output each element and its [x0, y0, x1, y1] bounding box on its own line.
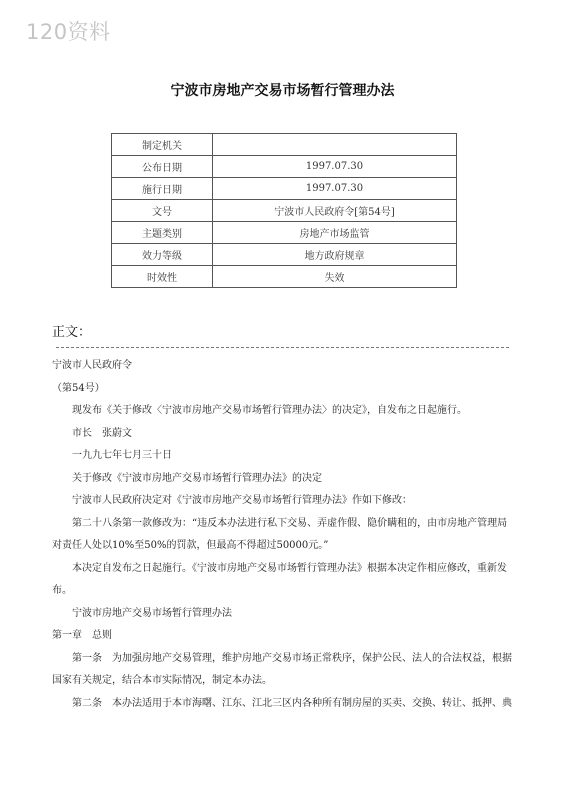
paragraph: 宁波市人民政府令 — [52, 360, 132, 371]
paragraph: 市长 张蔚文 — [72, 427, 132, 439]
meta-value: 房地产市场监管 — [213, 222, 457, 244]
table-row — [112, 134, 457, 156]
dashed-divider — [56, 347, 509, 348]
metadata-table — [111, 133, 457, 288]
meta-value: 宁波市人民政府令[第54号] — [213, 200, 457, 222]
watermark: 120资料 — [26, 20, 111, 44]
paragraph: 宁波市房地产交易市场暂行管理办法 — [72, 607, 232, 619]
paragraph: 现发布《关于修改〈宁波市房地产交易市场暂行管理办法〉的决定》，自发布之日起施行。 — [72, 405, 467, 416]
meta-label: 制定机关 — [112, 134, 213, 156]
paragraph: 本决定自发布之日起施行。《宁波市房地产交易市场暂行管理办法》根据本决定作相应修改，重新发布。 — [52, 562, 507, 596]
document-body — [52, 355, 514, 715]
meta-label: 效力等级 — [112, 244, 213, 266]
paragraph: 关于修改《宁波市房地产交易市场暂行管理办法》的决定 — [72, 472, 322, 484]
meta-value — [213, 134, 457, 156]
table-row — [112, 178, 457, 200]
paragraph: 第一条 为加强房地产交易管理，维护房地产交易市场正常秩序，保护公民、法人的合法权益，根据国家有关规定，结合本市实际情况，制定本办法。 — [52, 652, 512, 686]
document-title: 宁波市房地产交易市场暂行管理办法 — [170, 83, 395, 99]
table-row — [112, 266, 457, 288]
meta-label: 时效性 — [112, 266, 213, 288]
meta-label: 施行日期 — [112, 178, 213, 200]
section-heading: 正文： — [52, 325, 92, 340]
meta-label: 主题类别 — [112, 222, 213, 244]
table-row — [112, 156, 457, 178]
meta-value: 1997.07.30 — [213, 156, 457, 178]
paragraph: 第二十八条第一款修改为：“违反本办法进行私下交易、弄虚作假、隐价瞒租的，由市房地产管理局对责任人处以10%至50%的罚款，但最高不得超过50000元。” — [52, 517, 508, 551]
table-row — [112, 200, 457, 222]
paragraph: 一九九七年七月三十日 — [72, 450, 172, 461]
meta-label: 文号 — [112, 200, 213, 222]
meta-value: 失效 — [213, 266, 457, 288]
chapter-heading: 第一章 总则 — [52, 630, 112, 641]
paragraph: 第二条 本办法适用于本市海曙、江东、江北三区内各种所有制房屋的买卖、交换、转让、抵押、典 — [72, 697, 512, 709]
meta-value: 1997.07.30 — [213, 178, 457, 200]
paragraph: （第54号） — [52, 382, 105, 394]
table-row — [112, 222, 457, 244]
table-row — [112, 244, 457, 266]
meta-value: 地方政府规章 — [213, 244, 457, 266]
meta-label: 公布日期 — [112, 156, 213, 178]
paragraph: 宁波市人民政府决定对《宁波市房地产交易市场暂行管理办法》作如下修改： — [72, 495, 412, 506]
